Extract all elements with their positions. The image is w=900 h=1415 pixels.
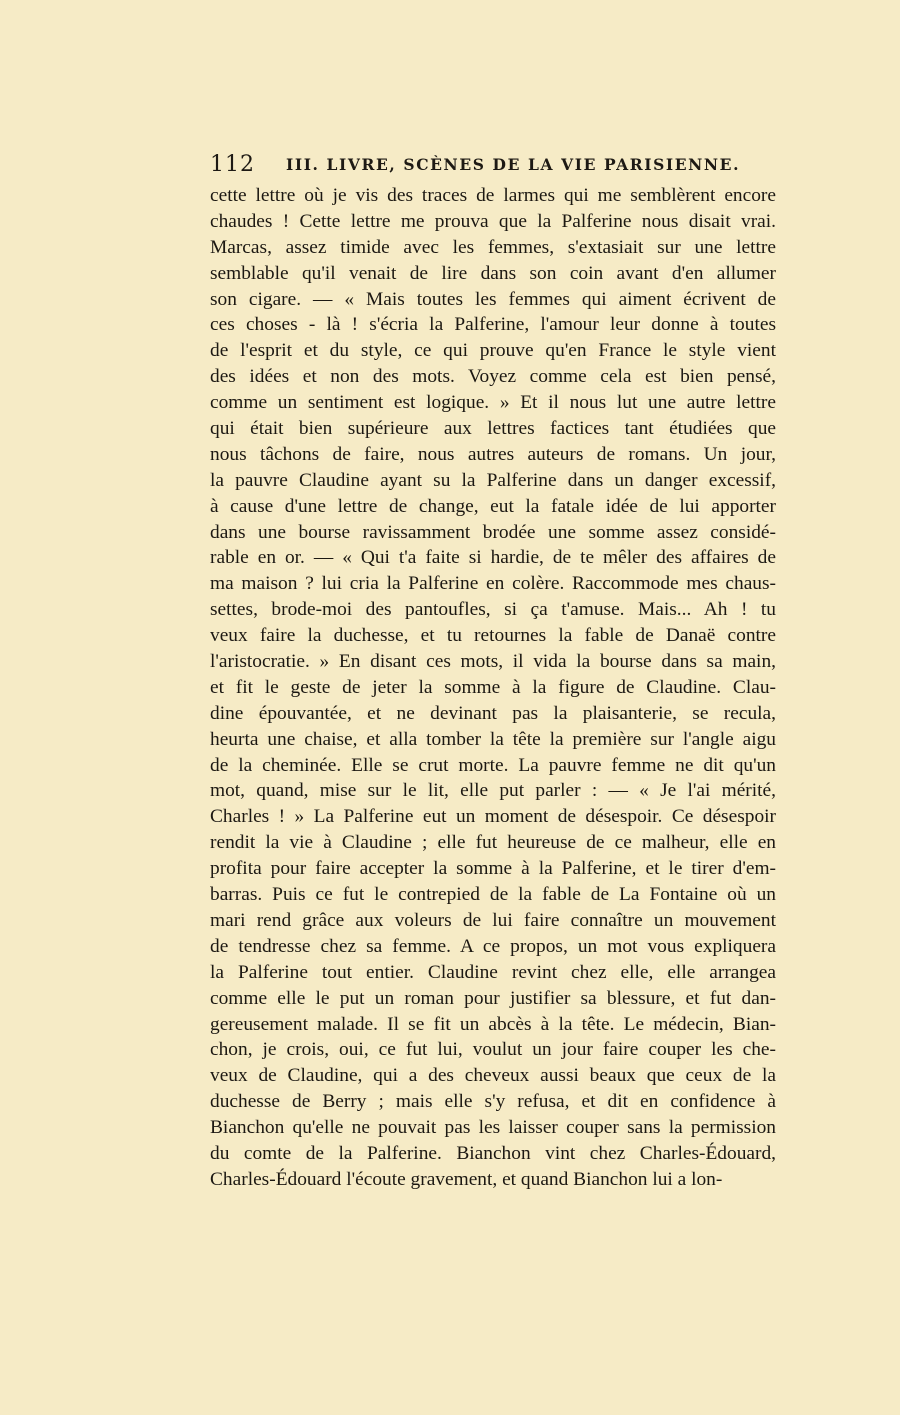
- running-title: III. LIVRE, SCÈNES DE LA VIE PARISIENNE.: [286, 155, 741, 174]
- text-line: duchesse de Berry ; mais elle s'y refusa, et dit en confidence à: [210, 1091, 776, 1113]
- text-line: dine épouvantée, et ne devinant pas la plaisanterie, se recula,: [210, 702, 776, 724]
- text-line: comme elle le put un roman pour justifier sa blessure, et fut dan-: [210, 987, 776, 1009]
- text-line: des idées et non des mots. Voyez comme cela est bien pensé,: [210, 366, 776, 388]
- text-line: chon, je crois, oui, ce fut lui, voulut un jour faire couper les che-: [210, 1039, 776, 1061]
- text-line: de l'esprit et du style, ce qui prouve qu'en France le style vient: [210, 340, 776, 362]
- text-line: dans une bourse ravissamment brodée une somme assez considé-: [210, 521, 776, 543]
- text-line: barras. Puis ce fut le contrepied de la fable de La Fontaine où un: [210, 884, 776, 906]
- text-line: rendit la vie à Claudine ; elle fut heureuse de ce malheur, elle en: [210, 832, 776, 854]
- text-line: de la cheminée. Elle se crut morte. La pauvre femme ne dit qu'un: [210, 754, 776, 776]
- text-line: heurta une chaise, et alla tomber la tête la première sur l'angle aigu: [210, 728, 776, 750]
- text-line: mot, quand, mise sur le lit, elle put parler : — « Je l'ai mérité,: [210, 780, 776, 802]
- text-line: à cause d'une lettre de change, eut la fatale idée de lui apporter: [210, 495, 776, 517]
- text-line: cette lettre où je vis des traces de larmes qui me semblèrent encore: [210, 185, 776, 206]
- text-line: Bianchon qu'elle ne pouvait pas les laisser couper sans la permission: [210, 1117, 776, 1139]
- text-line: et fit le geste de jeter la somme à la figure de Claudine. Clau-: [210, 676, 776, 698]
- text-line: de tendresse chez sa femme. A ce propos, un mot vous expliquera: [210, 935, 776, 957]
- text-line: chaudes ! Cette lettre me prouva que la Palferine nous disait vrai.: [210, 210, 776, 232]
- text-line: semblable qu'il venait de lire dans son coin avant d'en allumer: [210, 262, 776, 284]
- text-line: mari rend grâce aux voleurs de lui faire connaître un mouvement: [210, 909, 776, 931]
- text-line: l'aristocratie. » En disant ces mots, il vida la bourse dans sa main,: [210, 651, 776, 673]
- text-line: settes, brode-moi des pantoufles, si ça t'amuse. Mais... Ah ! tu: [210, 599, 776, 621]
- text-line: profita pour faire accepter la somme à la Palferine, et le tirer d'em-: [210, 858, 776, 880]
- text-line: Marcas, assez timide avec les femmes, s'extasiait sur une lettre: [210, 236, 776, 258]
- text-line: son cigare. — « Mais toutes les femmes qui aiment écrivent de: [210, 288, 776, 310]
- text-line: du comte de la Palferine. Bianchon vint chez Charles-Édouard,: [210, 1142, 776, 1164]
- text-line: la pauvre Claudine ayant su la Palferine dans un danger excessif,: [210, 469, 776, 491]
- text-line: ces choses - là ! s'écria la Palferine, l'amour leur donne à toutes: [210, 314, 776, 336]
- text-line: la Palferine tout entier. Claudine revint chez elle, elle arrangea: [210, 961, 776, 983]
- body-text: [210, 183, 776, 1193]
- page-number: 112: [210, 152, 255, 177]
- text-line: rable en or. — « Qui t'a faite si hardie, de te mêler des affaires de: [210, 547, 776, 569]
- text-line: ma maison ? lui cria la Palferine en colère. Raccommode mes chaus-: [210, 573, 776, 595]
- text-line: nous tâchons de faire, nous autres auteurs de romans. Un jour,: [210, 443, 776, 465]
- text-line: qui était bien supérieure aux lettres factices tant étudiées que: [210, 418, 776, 440]
- text-line: Charles-Édouard l'écoute gravement, et quand Bianchon lui a lon-: [210, 1168, 723, 1190]
- text-line: Charles ! » La Palferine eut un moment de désespoir. Ce désespoir: [210, 806, 776, 828]
- text-line: veux faire la duchesse, et tu retournes la fable de Danaë contre: [210, 625, 776, 647]
- text-line: veux de Claudine, qui a des cheveux aussi beaux que ceux de la: [210, 1065, 776, 1087]
- text-line: gereusement malade. Il se fit un abcès à la tête. Le médecin, Bian-: [210, 1013, 776, 1035]
- page-header: [210, 152, 776, 178]
- text-line: comme un sentiment est logique. » Et il nous lut une autre lettre: [210, 392, 776, 414]
